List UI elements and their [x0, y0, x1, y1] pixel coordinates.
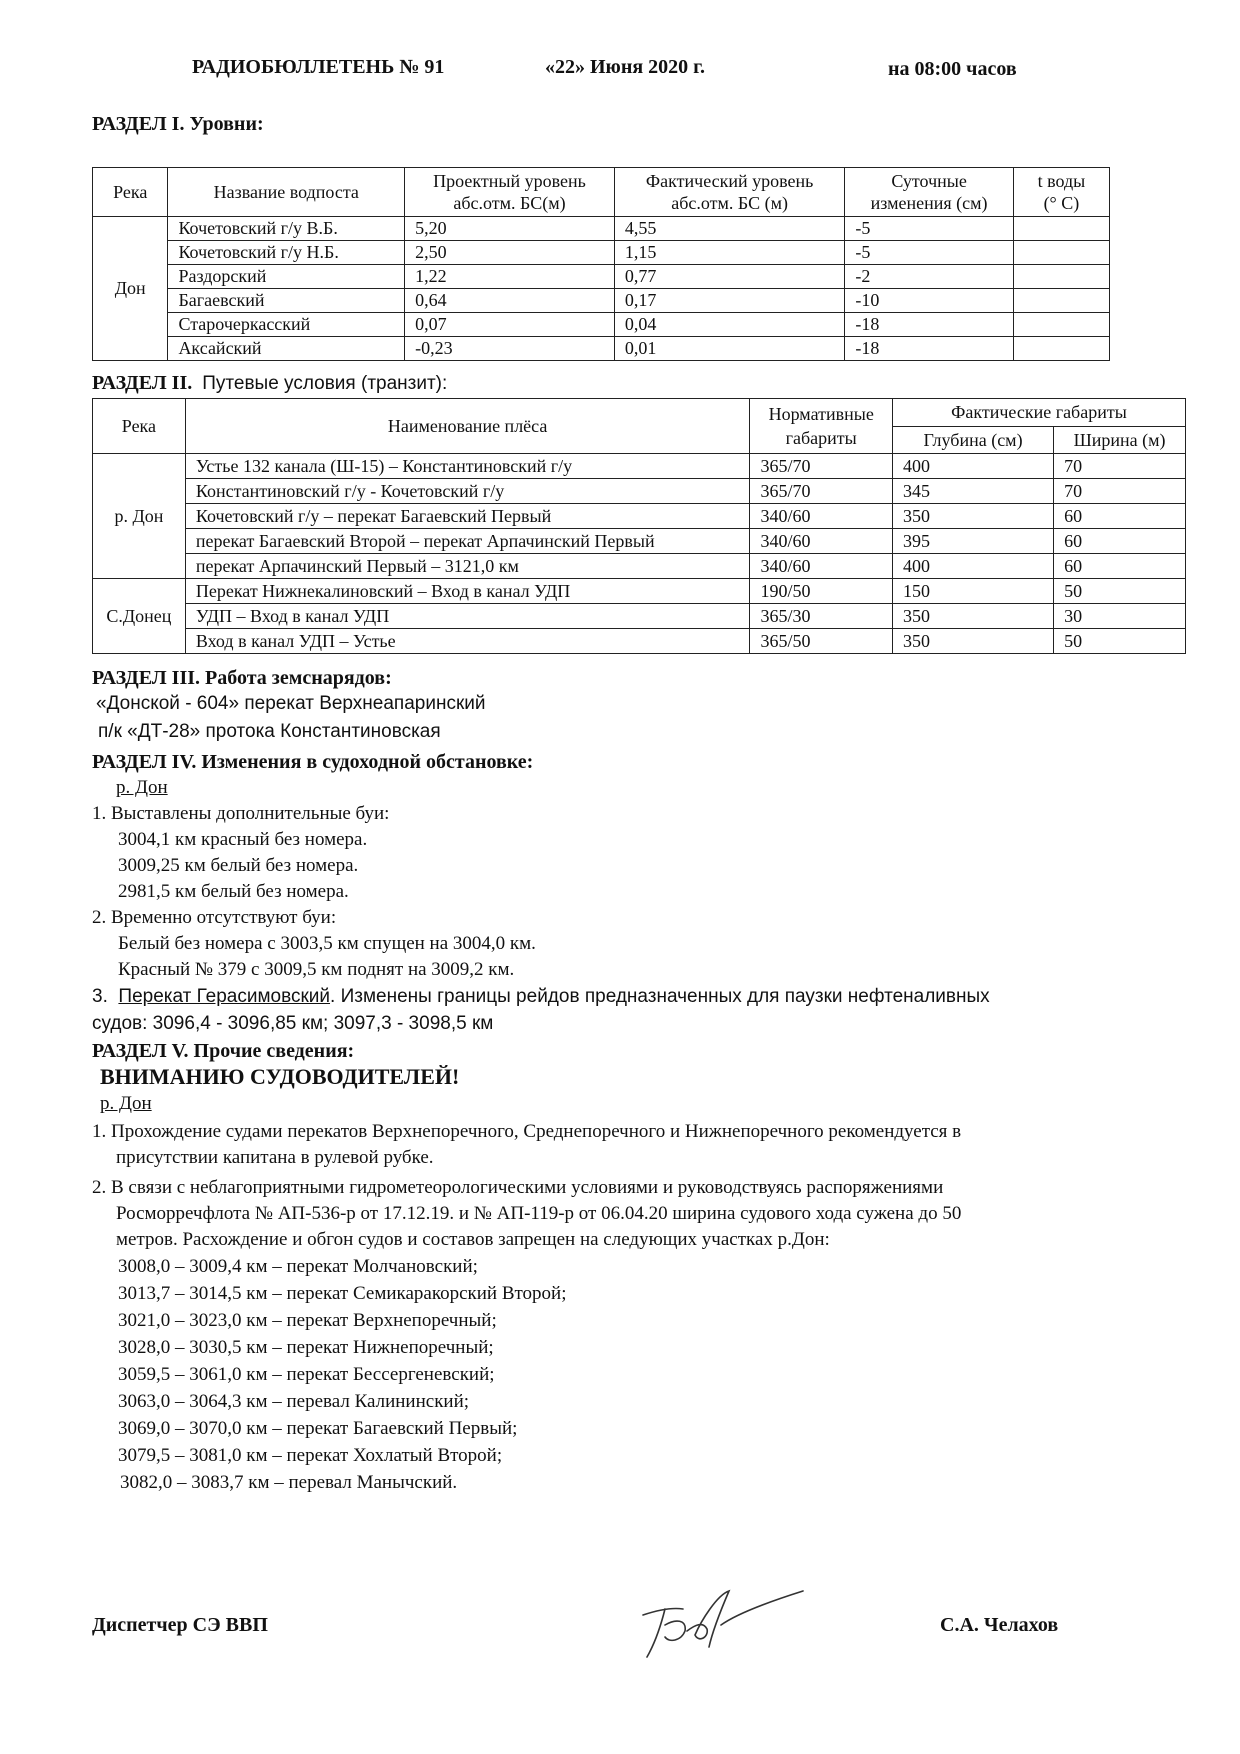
project-cell: 0,07	[405, 313, 615, 337]
section5-river: р. Дон	[100, 1093, 152, 1114]
table-row	[93, 604, 1186, 629]
change-cell: -5	[845, 217, 1013, 241]
dredger-line-1: «Донской - 604» перекат Верхнеапаринский	[96, 693, 486, 714]
signature-image	[625, 1585, 815, 1665]
col-width: Ширина (м)	[1054, 426, 1186, 454]
table-row	[93, 217, 1110, 241]
reach-cell: перекат Арпачинский Первый – 3121,0 км	[185, 554, 750, 579]
table-row	[93, 313, 1110, 337]
depth-cell: 350	[892, 629, 1053, 654]
change-cell: -2	[845, 265, 1013, 289]
col-post	[168, 168, 405, 217]
table-row	[93, 454, 1186, 479]
list-item: 3021,0 – 3023,0 км – перекат Верхнепоречный;	[118, 1310, 497, 1331]
post-cell: Кочетовский г/у Н.Б.	[168, 241, 405, 265]
col-depth: Глубина (см)	[892, 426, 1053, 454]
col-norm	[750, 399, 892, 454]
river-cell: С.Донец	[93, 579, 186, 654]
depth-cell: 350	[892, 604, 1053, 629]
table-row	[93, 504, 1186, 529]
col-project	[405, 168, 615, 217]
levels-table-header	[93, 168, 1110, 217]
river-cell: Дон	[93, 217, 168, 361]
norm-cell: 365/70	[750, 479, 892, 504]
col-norm-label-1: Нормативные	[768, 404, 874, 424]
list-item: Красный № 379 с 3009,5 км поднят на 3009,2 км.	[118, 959, 515, 980]
reach-cell: Перекат Нижнекалиновский – Вход в канал УДП	[185, 579, 750, 604]
col-reach: Наименование плёса	[185, 399, 750, 454]
norm-cell: 190/50	[750, 579, 892, 604]
col-temp	[1013, 168, 1109, 217]
attention-heading: ВНИМАНИЮ СУДОВОДИТЕЛЕЙ!	[100, 1064, 460, 1089]
col-change-label-2: изменения (см)	[870, 193, 988, 213]
reach-cell: Вход в канал УДП – Устье	[185, 629, 750, 654]
section4-item2: 2. Временно отсутствуют буи:	[92, 907, 337, 928]
dispatcher-role: Диспетчер СЭ ВВП	[92, 1614, 268, 1636]
width-cell: 70	[1054, 479, 1186, 504]
table-row	[93, 554, 1186, 579]
project-cell: 1,22	[405, 265, 615, 289]
list-item: 3069,0 – 3070,0 км – перекат Багаевский Первый;	[118, 1418, 518, 1439]
table-row	[93, 529, 1186, 554]
dredger-line-2: п/к «ДТ-28» протока Константиновская	[98, 721, 441, 742]
norm-cell: 340/60	[750, 554, 892, 579]
change-cell: -5	[845, 241, 1013, 265]
section3-title: РАЗДЕЛ III. Работа земснарядов:	[92, 667, 392, 689]
change-cell: -18	[845, 313, 1013, 337]
section4-item3-line2: судов: 3096,4 - 3096,85 км; 3097,3 - 3098,5 км	[92, 1013, 494, 1034]
depth-cell: 395	[892, 529, 1053, 554]
bulletin-time: на 08:00 часов	[888, 58, 1017, 80]
table-row	[93, 579, 1186, 604]
actual-cell: 0,77	[614, 265, 844, 289]
width-cell: 60	[1054, 504, 1186, 529]
actual-cell: 0,01	[614, 337, 844, 361]
list-item: 3008,0 – 3009,4 км – перекат Молчановский;	[118, 1256, 478, 1277]
reach-cell: Кочетовский г/у – перекат Багаевский Первый	[185, 504, 750, 529]
col-actual	[614, 168, 844, 217]
col-post-label: Название водпоста	[213, 182, 359, 202]
actual-cell: 1,15	[614, 241, 844, 265]
section1-title: РАЗДЕЛ I. Уровни:	[92, 113, 264, 135]
reach-cell: УДП – Вход в канал УДП	[185, 604, 750, 629]
project-cell: -0,23	[405, 337, 615, 361]
col-river	[93, 168, 168, 217]
depth-cell: 350	[892, 504, 1053, 529]
norm-cell: 365/70	[750, 454, 892, 479]
col-temp-label-1: t воды	[1037, 171, 1086, 191]
levels-table	[92, 167, 1110, 361]
section2-title	[92, 372, 447, 395]
actual-cell: 0,04	[614, 313, 844, 337]
item3-text: . Изменены границы рейдов предназначенных для паузки нефтеналивных	[330, 986, 990, 1007]
temp-cell	[1013, 289, 1109, 313]
section4-item3	[92, 986, 990, 1008]
list-item: 3059,5 – 3061,0 км – перекат Бессергеневский;	[118, 1364, 495, 1385]
col-actual-label-1: Фактический уровень	[645, 171, 814, 191]
col-temp-label-2: (° С)	[1043, 193, 1080, 213]
col-change	[845, 168, 1013, 217]
list-item: 3004,1 км красный без номера.	[118, 829, 368, 850]
section5-item2-line3: метров. Расхождение и обгон судов и составов запрещен на следующих участках р.Дон:	[116, 1229, 830, 1250]
change-cell: -10	[845, 289, 1013, 313]
section2-title-bold: РАЗДЕЛ II.	[92, 372, 193, 394]
list-item: 3079,5 – 3081,0 км – перекат Хохлатый Второй;	[118, 1445, 503, 1466]
post-cell: Старочеркасский	[168, 313, 405, 337]
post-cell: Аксайский	[168, 337, 405, 361]
temp-cell	[1013, 313, 1109, 337]
col-change-label-1: Суточные	[891, 171, 967, 191]
width-cell: 50	[1054, 629, 1186, 654]
depth-cell: 345	[892, 479, 1053, 504]
col-river: Река	[93, 399, 186, 454]
change-cell: -18	[845, 337, 1013, 361]
post-cell: Багаевский	[168, 289, 405, 313]
table-row	[93, 629, 1186, 654]
col-actual-label-2: абс.отм. БС (м)	[671, 193, 789, 213]
norm-cell: 340/60	[750, 504, 892, 529]
col-project-label-2: абс.отм. БС(м)	[453, 193, 566, 213]
actual-cell: 0,17	[614, 289, 844, 313]
list-item: 3063,0 – 3064,3 км – перевал Калининский;	[118, 1391, 470, 1412]
table-row	[93, 289, 1110, 313]
section4-title: РАЗДЕЛ IV. Изменения в судоходной обстановке:	[92, 751, 534, 773]
project-cell: 2,50	[405, 241, 615, 265]
norm-cell: 340/60	[750, 529, 892, 554]
section5-item2-line1: 2. В связи с неблагоприятными гидрометеорологическими условиями и руководствуясь распоряжениями	[92, 1177, 944, 1198]
depth-cell: 400	[892, 554, 1053, 579]
table-row	[93, 241, 1110, 265]
list-item: 3009,25 км белый без номера.	[118, 855, 359, 876]
project-cell: 5,20	[405, 217, 615, 241]
reach-cell: Устье 132 канала (Ш-15) – Константиновский г/у	[185, 454, 750, 479]
section5-title: РАЗДЕЛ V. Прочие сведения:	[92, 1040, 355, 1062]
col-project-label-1: Проектный уровень	[433, 171, 586, 191]
list-item: 3028,0 – 3030,5 км – перекат Нижнепоречный;	[118, 1337, 494, 1358]
post-cell: Кочетовский г/у В.Б.	[168, 217, 405, 241]
section5-item1-line1: 1. Прохождение судами перекатов Верхнепоречного, Среднепоречного и Нижнепоречного рекомендуется в	[92, 1121, 962, 1142]
temp-cell	[1013, 217, 1109, 241]
col-actual-dims: Фактические габариты	[892, 399, 1185, 427]
width-cell: 30	[1054, 604, 1186, 629]
dispatcher-name: С.А. Челахов	[940, 1614, 1059, 1636]
item3-number: 3.	[92, 986, 108, 1007]
width-cell: 60	[1054, 529, 1186, 554]
project-cell: 0,64	[405, 289, 615, 313]
bulletin-title: РАДИОБЮЛЛЕТЕНЬ № 91	[192, 56, 445, 78]
section2-title-rest: Путевые условия (транзит):	[202, 373, 448, 394]
post-cell: Раздорский	[168, 265, 405, 289]
width-cell: 50	[1054, 579, 1186, 604]
section4-item1: 1. Выставлены дополнительные буи:	[92, 803, 390, 824]
table-row	[93, 265, 1110, 289]
section5-item2-line2: Росморречфлота № АП-536-р от 17.12.19. и № АП-119-р от 06.04.20 ширина судового хода сужена до 50	[116, 1203, 962, 1224]
depth-cell: 400	[892, 454, 1053, 479]
transit-table	[92, 398, 1186, 654]
section5-item1-line2: присутствии капитана в рулевой рубке.	[116, 1147, 434, 1168]
list-item: 3082,0 – 3083,7 км – перевал Манычский.	[120, 1472, 458, 1493]
table-row	[93, 337, 1110, 361]
list-item: Белый без номера с 3003,5 км спущен на 3004,0 км.	[118, 933, 536, 954]
list-item: 2981,5 км белый без номера.	[118, 881, 349, 902]
col-norm-label-2: габариты	[785, 428, 857, 448]
depth-cell: 150	[892, 579, 1053, 604]
norm-cell: 365/30	[750, 604, 892, 629]
section4-river: р. Дон	[116, 777, 168, 798]
width-cell: 60	[1054, 554, 1186, 579]
reach-cell: Константиновский г/у - Кочетовский г/у	[185, 479, 750, 504]
bulletin-date: «22» Июня 2020 г.	[545, 56, 706, 78]
temp-cell	[1013, 265, 1109, 289]
transit-table-header	[93, 399, 1186, 427]
item3-location: Перекат Герасимовский	[118, 986, 331, 1007]
table-row	[93, 479, 1186, 504]
actual-cell: 4,55	[614, 217, 844, 241]
reach-cell: перекат Багаевский Второй – перекат Арпачинский Первый	[185, 529, 750, 554]
col-river-label: Река	[113, 182, 148, 202]
river-cell: р. Дон	[93, 454, 186, 579]
temp-cell	[1013, 241, 1109, 265]
list-item: 3013,7 – 3014,5 км – перекат Семикаракорский Второй;	[118, 1283, 567, 1304]
temp-cell	[1013, 337, 1109, 361]
norm-cell: 365/50	[750, 629, 892, 654]
width-cell: 70	[1054, 454, 1186, 479]
